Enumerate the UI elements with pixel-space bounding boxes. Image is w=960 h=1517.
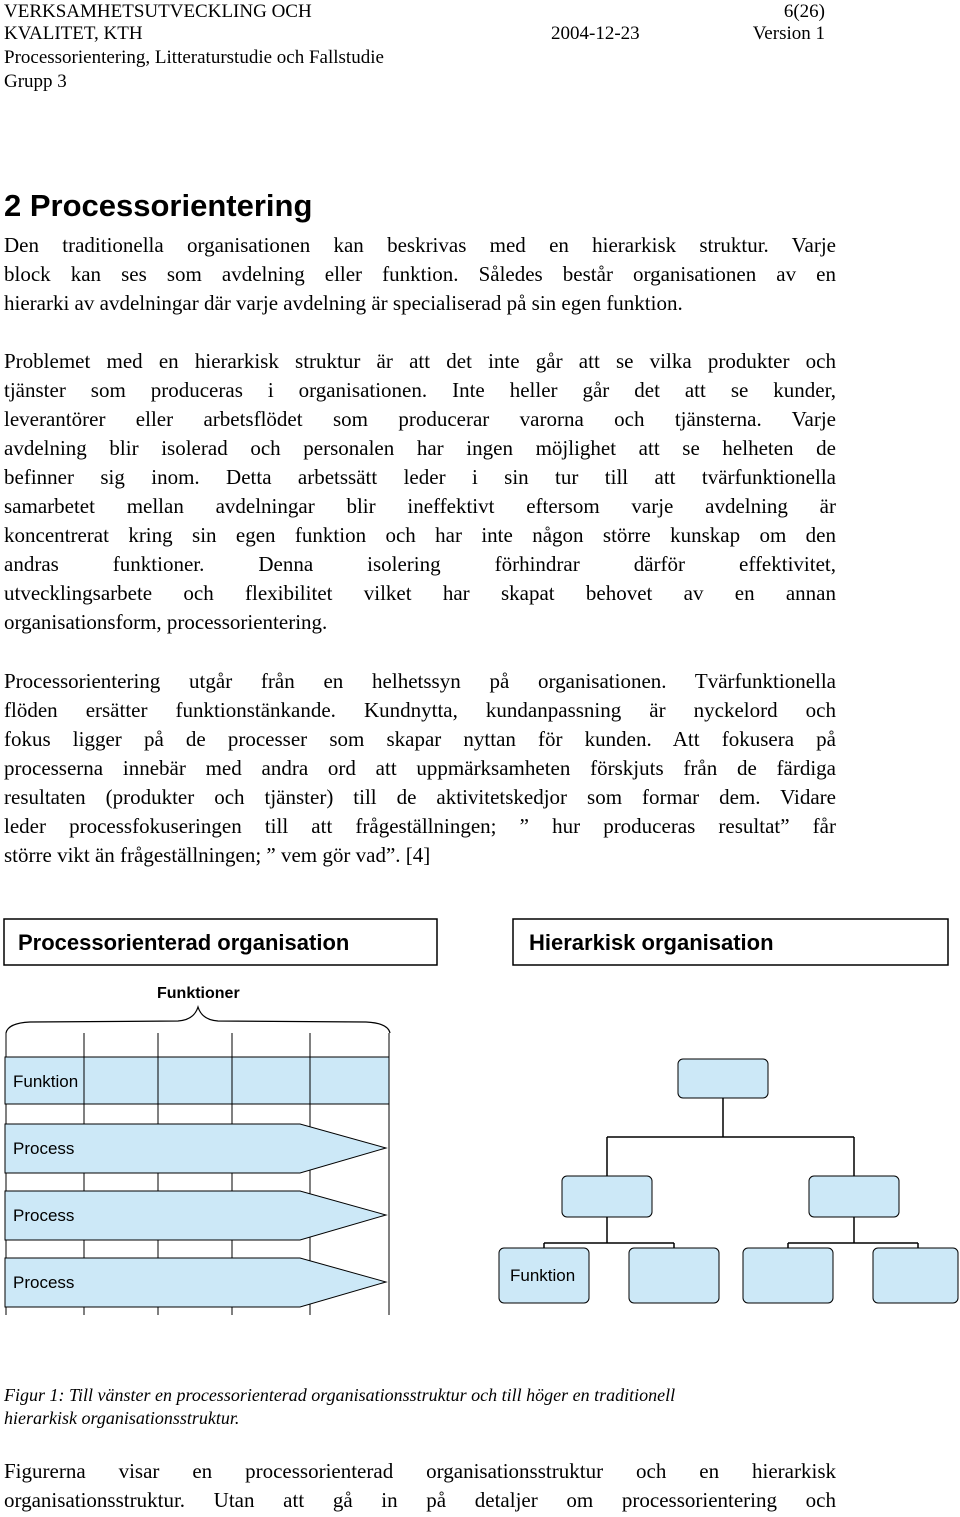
right-title: Hierarkisk organisation [529,930,774,955]
header-group: Grupp 3 [4,71,67,92]
paragraph-line: block kan ses som avdelning eller funktion. Således består organisationen av en [4,262,836,286]
header-document-title: Processorientering, Litteraturstudie och Fallstudie [4,47,384,68]
paragraph-line: utvecklingsarbete och flexibilitet vilket har skapat behovet av en annan [4,581,836,605]
paragraph-line: samarbetet mellan avdelningar blir ineffektivt eftersom varje avdelning är [4,494,836,518]
figure-caption [4,1384,804,1430]
section-heading: 2 Processorientering [4,188,313,223]
tree-leaf-box [873,1248,958,1303]
brace-label: Funktioner [157,985,240,1002]
paragraph-line: hierarki av avdelningar där varje avdelning är specialiserad på sin egen funktion. [4,291,683,315]
brace-icon [6,1007,390,1033]
paragraph-line: leverantörer eller arbetsflödet som producerar varorna och tjänsterna. Varje [4,407,836,431]
figure-organisation-diagram [0,905,960,1325]
paragraph-line: resultaten (produkter och tjänster) till de aktivitetskedjor som formar dem. Vidare [4,785,836,809]
paragraph-line: Problemet med en hierarkisk struktur är att det inte går att se vilka produkter och [4,349,836,373]
caption-line: hierarkisk organisationsstruktur. [4,1408,240,1428]
caption-line: Figur 1: Till vänster en processorienterad organisationsstruktur och till höger en traditionell [4,1385,676,1405]
tree-leaf-label: Funktion [510,1266,576,1285]
paragraph-line: fokus ligger på de processer som skapar nyttan för kunden. Att fokusera på [4,727,836,751]
header-org-line2: KVALITET, KTH [4,23,143,44]
paragraph-line: Processorientering utgår från en helhetssyn på organisationen. Tvärfunktionella [4,669,836,693]
paragraph-line: avdelning blir isolerad och personalen har ingen möjlighet att se helheten de [4,436,836,460]
paragraph-line: Figurerna visar en processorienterad organisationsstruktur och en hierarkisk [4,1459,836,1483]
function-row-label: Funktion [13,1072,79,1091]
header-version: Version 1 [752,23,825,44]
process-arrow-label: Process [13,1139,75,1158]
paragraph-line: organisationsform, processorientering. [4,610,328,634]
tree-root-box [678,1059,768,1098]
paragraph-4 [4,1457,836,1515]
paragraph-line: andras funktioner. Denna isolering förhindrar därför effektivitet, [4,552,836,576]
paragraph-line: leder processfokuseringen till att frågeställningen; ” hur produceras resultat” får [4,814,836,838]
header-org-line1: VERKSAMHETSUTVECKLING OCH [4,1,312,22]
header-page-number: 6(26) [783,1,825,22]
left-title: Processorienterad organisation [18,930,350,955]
paragraph-line: processerna innebär med andra ord att uppmärksamheten förskjuts från de färdiga [4,756,836,780]
process-arrow-label: Process [13,1206,75,1225]
header-date: 2004-12-23 [551,23,640,44]
tree-mid-right-box [809,1176,899,1217]
paragraph-line: koncentrerat kring sin egen funktion och har inte någon större kunskap om den [4,523,836,547]
paragraph-2 [4,347,836,637]
tree-leaf-box [629,1248,719,1303]
tree-mid-left-box [562,1176,652,1217]
process-arrow-label: Process [13,1273,75,1292]
tree-leaf-box [743,1248,833,1303]
paragraph-line: Den traditionella organisationen kan beskrivas med en hierarkisk struktur. Varje [4,233,836,257]
paragraph-3 [4,667,836,870]
paragraph-line: befinner sig inom. Detta arbetssätt leder i sin tur till att tvärfunktionella [4,465,836,489]
paragraph-line: större vikt än frågeställningen; ” vem gör vad”. [4] [4,843,431,867]
paragraph-line: flöden ersätter funktionstänkande. Kundnytta, kundanpassning är nyckelord och [4,698,836,722]
tree-connectors [544,1098,918,1248]
paragraph-1 [4,231,836,318]
paragraph-line: organisationsstruktur. Utan att gå in på detaljer om processorientering och [4,1488,836,1512]
paragraph-line: tjänster som produceras i organisationen. Inte heller går det att se kunder, [4,378,836,402]
